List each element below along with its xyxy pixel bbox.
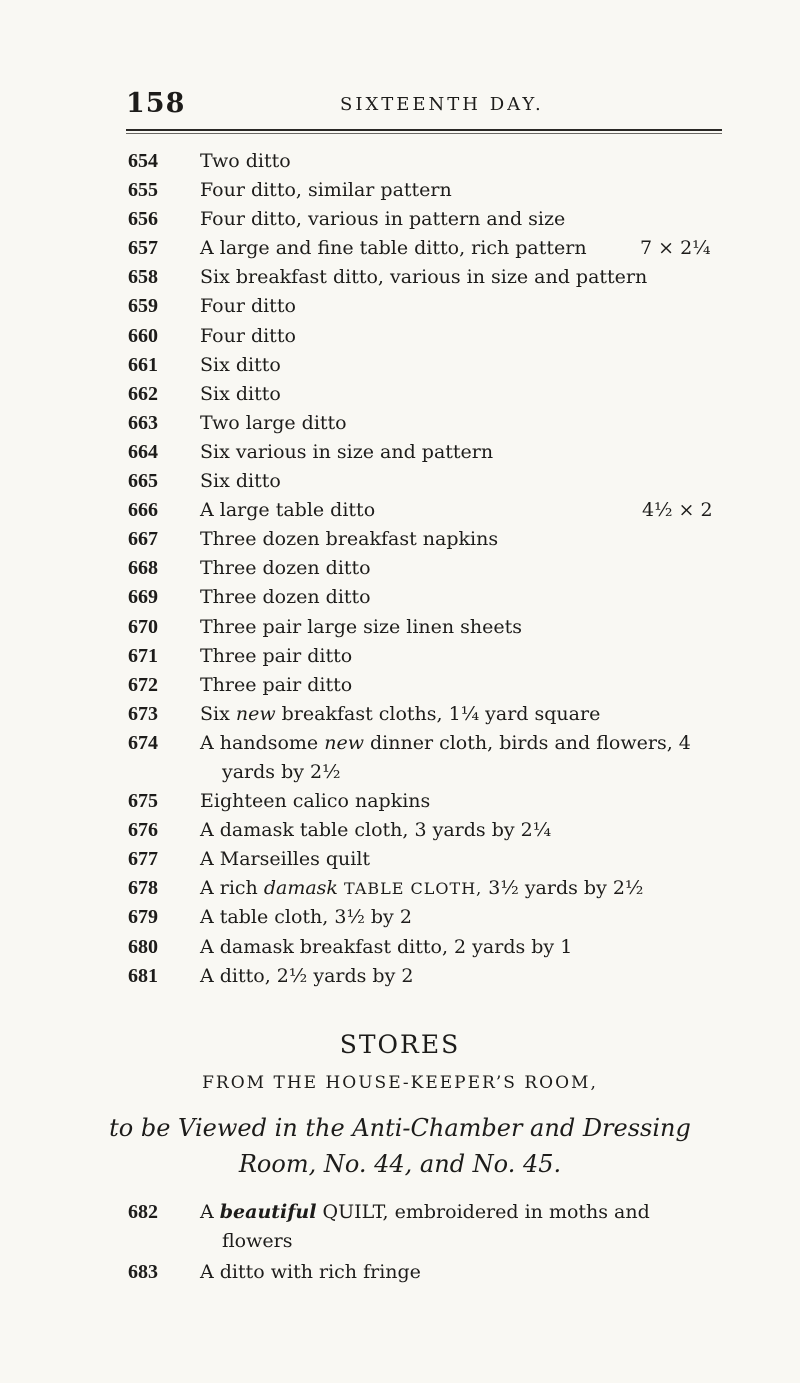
lot-text: A handsome	[200, 731, 325, 754]
lot-number: 678	[128, 877, 158, 900]
lot-description	[200, 874, 724, 903]
lot-description: Three dozen ditto	[200, 557, 371, 580]
lot-number: 669	[128, 586, 158, 609]
lot-description: A ditto, 2½ yards by 2	[200, 964, 414, 987]
lot-entry	[0, 816, 800, 845]
lot-entry	[0, 1198, 800, 1258]
page-number: 158	[126, 88, 186, 119]
lot-emphasis: damask	[263, 877, 338, 900]
section-location-line-1: to be Viewed in the Anti-Chamber and Dressing	[109, 1114, 691, 1142]
lot-number: 677	[128, 848, 158, 871]
lot-small-caps: TABLE CLOTH,	[337, 879, 483, 899]
lot-description: Two large ditto	[200, 411, 347, 434]
section-location-line-2: Room, No. 44, and No. 45.	[238, 1150, 562, 1178]
lot-entry	[0, 700, 800, 729]
lot-entry	[0, 525, 800, 554]
lot-description: Four ditto, similar pattern	[200, 179, 452, 202]
lot-description: Eighteen calico napkins	[200, 790, 431, 813]
lot-number: 667	[128, 528, 158, 551]
lot-number: 654	[128, 150, 158, 172]
lot-description: Six ditto	[200, 353, 281, 376]
lot-entry	[0, 962, 800, 991]
lot-entry	[0, 438, 800, 467]
lot-number: 659	[128, 295, 158, 318]
lot-emphasis: beautiful	[219, 1201, 317, 1223]
lot-description: Three dozen breakfast napkins	[200, 528, 499, 551]
lot-entry	[0, 263, 800, 292]
lot-description: A damask breakfast ditto, 2 yards by 1	[200, 935, 573, 958]
page-header	[0, 88, 800, 128]
lot-number: 655	[128, 179, 158, 202]
lot-number: 656	[128, 208, 158, 231]
header-rule	[126, 129, 722, 131]
lot-number: 664	[128, 440, 158, 463]
lot-text: dinner cloth, birds and flowers, 4	[363, 731, 691, 754]
lot-text: QUILT, embroidered in moths and	[316, 1201, 650, 1223]
lot-entry	[0, 933, 800, 962]
lot-description: A ditto with rich fringe	[200, 1261, 421, 1283]
lot-entry	[0, 729, 800, 787]
lot-number: 671	[128, 644, 158, 667]
lot-number: 682	[128, 1201, 158, 1223]
lot-description: A large table ditto	[200, 499, 376, 522]
lot-text: 3½ yards by 2½	[482, 877, 644, 900]
lot-description: A large and fine table ditto, rich pattern	[200, 237, 587, 260]
lot-description	[200, 700, 724, 729]
lot-description	[200, 1198, 724, 1227]
lot-number: 660	[128, 324, 158, 347]
lot-number: 666	[128, 499, 158, 522]
lot-description: Four ditto, various in pattern and size	[200, 208, 566, 231]
lot-entry	[0, 467, 800, 496]
lot-entry	[0, 787, 800, 816]
lot-entry	[0, 380, 800, 409]
lot-number: 673	[128, 702, 158, 725]
lot-continuation: flowers	[222, 1230, 293, 1252]
lot-entry	[0, 613, 800, 642]
lot-entry	[0, 554, 800, 583]
lot-description: A damask table cloth, 3 yards by 2¼	[200, 819, 552, 842]
lot-description: Six various in size and pattern	[200, 440, 494, 463]
lot-number: 657	[128, 237, 158, 260]
lot-entry	[0, 1258, 800, 1288]
lot-emphasis: new	[235, 702, 276, 725]
header-rule-thin	[126, 133, 722, 134]
lot-entry	[0, 903, 800, 932]
lot-description: A table cloth, 3½ by 2	[200, 906, 412, 929]
lot-entry	[0, 671, 800, 700]
lot-dimensions: 7 × 2¼	[640, 237, 711, 260]
lot-entry	[0, 176, 800, 205]
lot-number: 662	[128, 382, 158, 405]
lot-list	[0, 147, 800, 991]
lot-description: Three dozen ditto	[200, 586, 371, 609]
lot-description: Six breakfast ditto, various in size and pattern	[200, 266, 648, 289]
lot-text: A rich	[200, 877, 264, 900]
lot-entry	[0, 205, 800, 234]
lot-continuation: yards by 2½	[222, 760, 341, 783]
lot-number: 681	[128, 964, 158, 987]
lot-text: Six	[200, 702, 236, 725]
lot-number: 670	[128, 615, 158, 638]
lot-number: 661	[128, 353, 158, 376]
lot-entry	[0, 496, 800, 525]
lot-entry	[0, 409, 800, 438]
lot-description	[200, 729, 724, 758]
lot-text: breakfast cloths, 1¼ yard square	[275, 702, 601, 725]
lot-number: 658	[128, 266, 158, 289]
lot-number: 683	[128, 1261, 158, 1283]
lot-number: 663	[128, 411, 158, 434]
lot-list-stores	[0, 1198, 800, 1288]
lot-number: 668	[128, 557, 158, 580]
lot-entry	[0, 874, 800, 903]
lot-entry	[0, 322, 800, 351]
lot-number: 674	[128, 731, 158, 754]
lot-text: A	[200, 1201, 220, 1223]
lot-description: Three pair ditto	[200, 673, 353, 696]
lot-entry	[0, 845, 800, 874]
lot-description: Three pair ditto	[200, 644, 353, 667]
lot-number: 679	[128, 906, 158, 929]
lot-description: Six ditto	[200, 470, 281, 493]
lot-number: 675	[128, 790, 158, 813]
lot-entry	[0, 583, 800, 612]
lot-entry	[0, 234, 800, 263]
section-subtitle: FROM THE HOUSE-KEEPER’S ROOM,	[202, 1073, 598, 1093]
lot-description: Three pair large size linen sheets	[200, 615, 523, 638]
lot-number: 680	[128, 935, 158, 958]
lot-description: Four ditto	[200, 295, 296, 318]
lot-entry	[0, 351, 800, 380]
lot-number: 672	[128, 673, 158, 696]
lot-emphasis: new	[324, 731, 364, 754]
section-title: STORES	[339, 1030, 461, 1059]
lot-description: Two ditto	[200, 150, 291, 172]
lot-entry	[0, 642, 800, 671]
lot-description: Four ditto	[200, 324, 296, 347]
lot-number: 665	[128, 470, 158, 493]
lot-dimensions: 4½ × 2	[642, 499, 713, 522]
running-title: SIXTEENTH DAY.	[340, 94, 544, 115]
lot-entry	[0, 292, 800, 321]
lot-number: 676	[128, 819, 158, 842]
lot-description: A Marseilles quilt	[200, 848, 371, 871]
lot-description: Six ditto	[200, 382, 281, 405]
lot-entry	[0, 147, 800, 176]
